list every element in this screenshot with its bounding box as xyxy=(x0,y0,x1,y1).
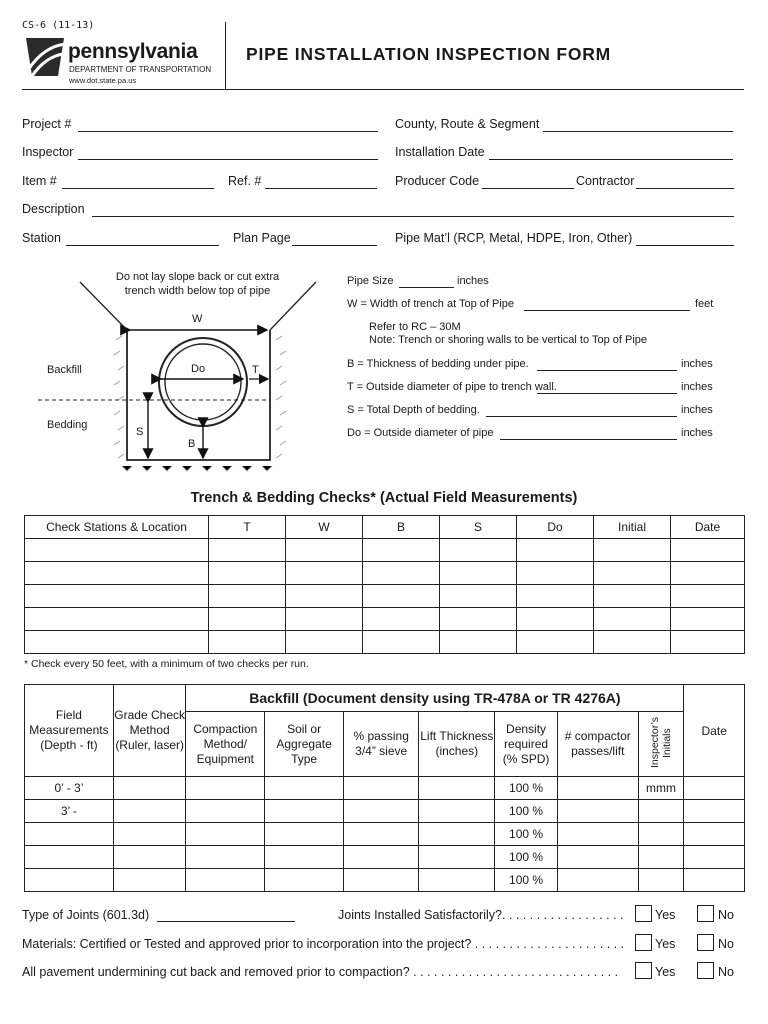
pipe-material-field[interactable] xyxy=(636,245,734,246)
header-divider xyxy=(225,22,226,89)
header-compactor: # compactor passes/lift xyxy=(557,712,638,777)
table-cell[interactable] xyxy=(363,539,440,562)
table-cell[interactable] xyxy=(684,777,745,800)
plan-page-label: Plan Page xyxy=(233,231,291,245)
header-compaction: Compaction Method/ Equipment xyxy=(186,712,265,777)
table-cell[interactable] xyxy=(419,869,495,892)
table-cell[interactable] xyxy=(594,631,671,654)
header-grade-check: Grade Check Method (Ruler, laser) xyxy=(113,685,186,777)
table-cell[interactable] xyxy=(440,585,517,608)
table-row xyxy=(25,631,745,654)
materials-yes-label: Yes xyxy=(655,937,676,951)
table-cell[interactable] xyxy=(671,631,745,654)
station-field[interactable] xyxy=(66,245,219,246)
department-name: DEPARTMENT OF TRANSPORTATION xyxy=(69,65,212,74)
label-bedding: Bedding xyxy=(47,419,88,431)
s-unit: inches xyxy=(681,404,713,416)
pavement-no-checkbox[interactable] xyxy=(697,962,714,979)
table-cell[interactable] xyxy=(684,869,745,892)
plan-page-field[interactable] xyxy=(292,245,377,246)
header-date: Date xyxy=(684,685,745,777)
label-do: Do xyxy=(191,363,206,375)
item-field[interactable] xyxy=(62,188,214,189)
county-field[interactable] xyxy=(543,131,733,132)
table-cell[interactable] xyxy=(671,585,745,608)
ref-label: Ref. # xyxy=(228,174,262,188)
table-cell[interactable] xyxy=(557,846,638,869)
label-t: T xyxy=(252,364,259,376)
table-cell[interactable] xyxy=(517,585,594,608)
table-row xyxy=(25,777,745,800)
table-row xyxy=(25,823,745,846)
t-definition: T = Outside diameter of pipe to trench wall. xyxy=(347,381,557,393)
materials-question: Materials: Certified or Tested and approved prior to incorporation into the project? . . . . . . . . . . . . . . . . . . . . . . xyxy=(22,937,625,951)
table-cell[interactable] xyxy=(343,823,419,846)
table-cell[interactable] xyxy=(343,846,419,869)
table-cell[interactable] xyxy=(419,823,495,846)
label-backfill: Backfill xyxy=(47,364,82,376)
table-cell[interactable] xyxy=(671,562,745,585)
installation-date-field[interactable] xyxy=(489,159,733,160)
table-row xyxy=(25,846,745,869)
table-cell[interactable] xyxy=(209,539,286,562)
table-cell[interactable] xyxy=(25,562,209,585)
initials-cell[interactable] xyxy=(638,823,684,846)
header-b: B xyxy=(363,516,440,539)
initials-cell[interactable] xyxy=(638,869,684,892)
backfill-title: Backfill (Document density using TR-478A or TR 4276A) xyxy=(186,685,684,712)
initials-cell[interactable]: mmm xyxy=(638,777,684,800)
table-cell[interactable] xyxy=(25,631,209,654)
pipe-size-field[interactable] xyxy=(399,287,454,288)
trench-table xyxy=(24,515,745,654)
form-code: CS-6 (11-13) xyxy=(22,20,95,31)
do-definition: Do = Outside diameter of pipe xyxy=(347,427,494,439)
w-definition: W = Width of trench at Top of Pipe xyxy=(347,298,515,310)
depth-cell[interactable] xyxy=(25,823,114,846)
w-unit: feet xyxy=(695,298,714,310)
table-cell[interactable] xyxy=(186,823,265,846)
table-cell[interactable] xyxy=(265,869,344,892)
table-cell[interactable] xyxy=(671,539,745,562)
table-cell[interactable] xyxy=(594,562,671,585)
initials-cell[interactable] xyxy=(638,800,684,823)
t-field[interactable] xyxy=(537,393,677,394)
project-field[interactable] xyxy=(78,131,378,132)
table-cell[interactable] xyxy=(684,823,745,846)
refer-note: Refer to RC – 30M xyxy=(369,321,461,333)
table-cell[interactable] xyxy=(209,562,286,585)
table-cell[interactable] xyxy=(343,869,419,892)
trench-table-title: Trench & Bedding Checks* (Actual Field Measurements) xyxy=(190,490,578,506)
do-field[interactable] xyxy=(500,439,677,440)
county-label: County, Route & Segment xyxy=(395,117,540,131)
header-rule xyxy=(22,89,744,90)
pavement-no-label: No xyxy=(718,965,734,979)
joints-yes-checkbox[interactable] xyxy=(635,905,652,922)
b-definition: B = Thickness of bedding under pipe. xyxy=(347,358,529,370)
table-cell[interactable] xyxy=(209,631,286,654)
label-b: B xyxy=(188,438,196,450)
producer-code-field[interactable] xyxy=(482,188,574,189)
pavement-yes-label: Yes xyxy=(655,965,676,979)
materials-no-checkbox[interactable] xyxy=(697,934,714,951)
header-density: Density required (% SPD) xyxy=(495,712,558,777)
table-row xyxy=(25,608,745,631)
joints-yes-label: Yes xyxy=(655,908,676,922)
table-cell[interactable] xyxy=(286,539,363,562)
joints-no-label: No xyxy=(718,908,734,922)
form-title: PIPE INSTALLATION INSPECTION FORM xyxy=(246,44,612,64)
joints-ok-question: Joints Installed Satisfactorily?. . . . . . . . . . . . . . . . . . xyxy=(338,908,624,922)
table-cell[interactable] xyxy=(209,608,286,631)
table-cell[interactable] xyxy=(517,631,594,654)
brand-name: pennsylvania xyxy=(68,40,198,63)
s-definition: S = Total Depth of bedding. xyxy=(347,404,480,416)
density-cell: 100 % xyxy=(495,846,558,869)
table-row xyxy=(25,585,745,608)
inspector-label: Inspector xyxy=(22,145,74,159)
label-w: W xyxy=(192,313,203,325)
table-cell[interactable] xyxy=(265,777,344,800)
header-initial: Initial xyxy=(594,516,671,539)
depth-cell: 3’ - xyxy=(25,800,114,823)
table-cell[interactable] xyxy=(671,608,745,631)
table-cell[interactable] xyxy=(186,777,265,800)
table-cell[interactable] xyxy=(557,869,638,892)
table-cell[interactable] xyxy=(419,846,495,869)
density-cell: 100 % xyxy=(495,823,558,846)
table-row xyxy=(25,539,745,562)
label-s: S xyxy=(136,426,144,438)
table-cell[interactable] xyxy=(286,608,363,631)
table-cell[interactable] xyxy=(113,823,186,846)
table-cell[interactable] xyxy=(209,585,286,608)
diagram-note: Do not lay slope back or cut extra trench width below top of pipe xyxy=(115,271,280,297)
header-do: Do xyxy=(517,516,594,539)
table-cell[interactable] xyxy=(363,608,440,631)
table-cell[interactable] xyxy=(286,562,363,585)
header-field-measurements: Field Measurements (Depth - ft) xyxy=(25,685,114,777)
density-cell: 100 % xyxy=(495,869,558,892)
project-label: Project # xyxy=(22,117,72,131)
header-t: T xyxy=(209,516,286,539)
joints-no-checkbox[interactable] xyxy=(697,905,714,922)
table-cell[interactable] xyxy=(419,777,495,800)
table-cell[interactable] xyxy=(265,823,344,846)
table-cell[interactable] xyxy=(25,608,209,631)
table-cell[interactable] xyxy=(557,823,638,846)
table-cell[interactable] xyxy=(286,585,363,608)
table-cell[interactable] xyxy=(343,800,419,823)
table-cell[interactable] xyxy=(343,777,419,800)
inspector-field[interactable] xyxy=(78,159,378,160)
pavement-yes-checkbox[interactable] xyxy=(635,962,652,979)
pipe-size-label: Pipe Size xyxy=(347,275,394,287)
table-cell[interactable] xyxy=(363,585,440,608)
table-cell[interactable] xyxy=(684,800,745,823)
table-cell[interactable] xyxy=(517,562,594,585)
b-unit: inches xyxy=(681,358,713,370)
do-unit: inches xyxy=(681,427,713,439)
table-cell[interactable] xyxy=(265,800,344,823)
density-cell: 100 % xyxy=(495,800,558,823)
table-row xyxy=(25,800,745,823)
table-cell[interactable] xyxy=(557,777,638,800)
header-w: W xyxy=(286,516,363,539)
table-cell[interactable] xyxy=(113,869,186,892)
table-row xyxy=(25,869,745,892)
table-cell[interactable] xyxy=(594,585,671,608)
backfill-table xyxy=(24,684,745,892)
trench-header-row xyxy=(25,516,745,539)
table-cell[interactable] xyxy=(517,539,594,562)
header-soil: Soil or Aggregate Type xyxy=(265,712,344,777)
table-cell[interactable] xyxy=(440,631,517,654)
table-cell[interactable] xyxy=(186,869,265,892)
header-check-stations: Check Stations & Location xyxy=(25,516,209,539)
contractor-label: Contractor xyxy=(576,174,635,188)
contractor-field[interactable] xyxy=(636,188,734,189)
table-cell[interactable] xyxy=(440,562,517,585)
joints-type-label: Type of Joints (601.3d) xyxy=(22,908,150,922)
trench-footnote: * Check every 50 feet, with a minimum of two checks per run. xyxy=(24,658,309,670)
depth-cell[interactable] xyxy=(25,869,114,892)
pavement-question: All pavement undermining cut back and removed prior to compaction? . . . . . . . . . . . . . . . . . . . . . . . . . . . . . . xyxy=(22,965,619,979)
table-cell[interactable] xyxy=(517,608,594,631)
table-cell[interactable] xyxy=(186,800,265,823)
table-cell[interactable] xyxy=(286,631,363,654)
table-cell[interactable] xyxy=(25,539,209,562)
pipe-size-unit: inches xyxy=(457,275,489,287)
table-cell[interactable] xyxy=(265,846,344,869)
item-label: Item # xyxy=(22,174,57,188)
depth-cell: 0’ - 3’ xyxy=(25,777,114,800)
description-field[interactable] xyxy=(92,216,734,217)
table-cell[interactable] xyxy=(594,539,671,562)
table-cell[interactable] xyxy=(419,800,495,823)
joints-type-field[interactable] xyxy=(157,921,295,922)
table-cell[interactable] xyxy=(113,846,186,869)
w-field[interactable] xyxy=(524,310,690,311)
header-initials xyxy=(638,712,684,777)
t-unit: inches xyxy=(681,381,713,393)
header-s: S xyxy=(440,516,517,539)
header-lift: Lift Thickness (inches) xyxy=(419,712,495,777)
website: www.dot.state.pa.us xyxy=(69,76,137,85)
materials-yes-checkbox[interactable] xyxy=(635,934,652,951)
producer-code-label: Producer Code xyxy=(395,174,480,188)
table-cell[interactable] xyxy=(557,800,638,823)
ref-field[interactable] xyxy=(265,188,377,189)
table-cell[interactable] xyxy=(440,539,517,562)
initials-cell[interactable] xyxy=(638,846,684,869)
density-cell: 100 % xyxy=(495,777,558,800)
header-date: Date xyxy=(671,516,745,539)
table-cell[interactable] xyxy=(440,608,517,631)
table-cell[interactable] xyxy=(113,777,186,800)
description-label: Description xyxy=(22,202,85,216)
header-passing: % passing 3/4” sieve xyxy=(343,712,419,777)
trench-diagram xyxy=(30,280,330,475)
b-field[interactable] xyxy=(537,370,677,371)
table-cell[interactable] xyxy=(113,800,186,823)
s-field[interactable] xyxy=(486,416,677,417)
installation-date-label: Installation Date xyxy=(395,145,485,159)
table-cell[interactable] xyxy=(594,608,671,631)
trench-note: Note: Trench or shoring walls to be vertical to Top of Pipe xyxy=(369,334,647,346)
keystone-logo-icon xyxy=(22,36,68,78)
table-cell[interactable] xyxy=(186,846,265,869)
table-cell[interactable] xyxy=(684,846,745,869)
pipe-material-label: Pipe Mat’l (RCP, Metal, HDPE, Iron, Other) xyxy=(395,231,633,245)
table-cell[interactable] xyxy=(25,585,209,608)
depth-cell[interactable] xyxy=(25,846,114,869)
table-cell[interactable] xyxy=(363,631,440,654)
initials-label: Inspector’s Initials xyxy=(648,717,673,768)
table-cell[interactable] xyxy=(363,562,440,585)
station-label: Station xyxy=(22,231,61,245)
table-row xyxy=(25,562,745,585)
materials-no-label: No xyxy=(718,937,734,951)
